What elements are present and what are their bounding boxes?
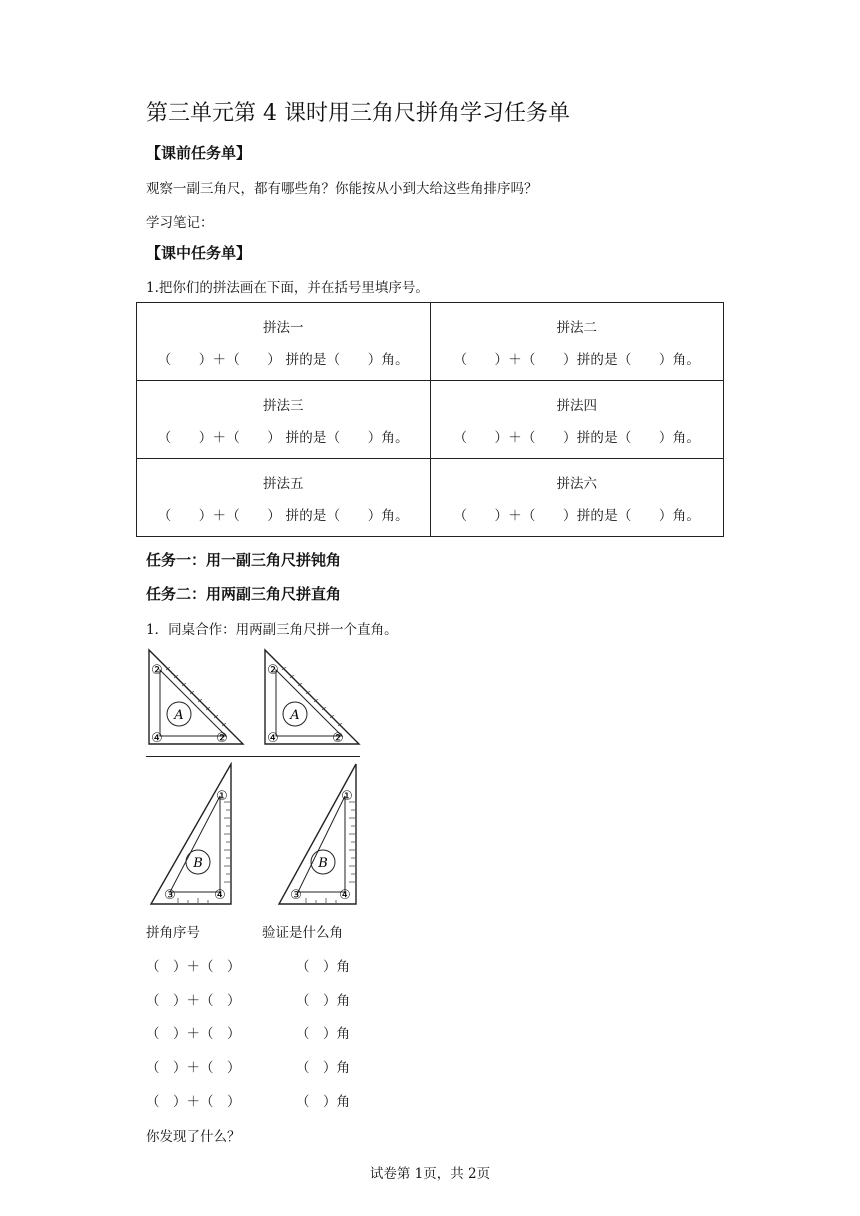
combo-cell — [430, 459, 724, 537]
svg-text:A: A — [290, 708, 300, 723]
angle-sum-blank[interactable]: （ ）＋（ ） — [146, 959, 241, 975]
angle-sum-blank[interactable]: （ ）＋（ ） — [146, 1026, 241, 1042]
combo-title: 拼法三 — [263, 398, 304, 414]
svg-text:④: ④ — [151, 731, 163, 746]
svg-text:③: ③ — [290, 888, 302, 903]
triangle-b-icon — [276, 762, 362, 906]
study-notes-label: 学习笔记： — [146, 215, 214, 231]
svg-text:②: ② — [332, 731, 344, 746]
combo-fill[interactable]: （ ）＋（ ）拼的是（ ）角。 — [453, 508, 701, 524]
svg-text:④: ④ — [339, 888, 351, 903]
combo-title: 拼法四 — [556, 398, 597, 414]
combo-cell — [430, 381, 724, 459]
combo-fill[interactable]: （ ）＋（ ） 拼的是（ ）角。 — [157, 508, 409, 524]
col-header-order: 拼角序号 — [146, 925, 200, 941]
combo-fill[interactable]: （ ）＋（ ）拼的是（ ）角。 — [453, 430, 701, 446]
svg-text:①: ① — [341, 789, 353, 804]
pre-task-question: 观察一副三角尺，都有哪些角？你能按从小到大给这些角排序吗？ — [146, 181, 538, 197]
set-square-a-left — [146, 648, 246, 746]
col-header-verify: 验证是什么角 — [262, 925, 343, 941]
divider-line — [146, 756, 360, 757]
combo-cell — [137, 303, 431, 381]
task-two-instruction: 1．同桌合作：用两副三角尺拼一个直角。 — [146, 622, 398, 638]
combo-fill[interactable]: （ ）＋（ ）拼的是（ ）角。 — [453, 352, 701, 368]
combo-cell — [137, 381, 431, 459]
triangle-b-label: B — [193, 856, 203, 871]
angle-type-blank[interactable]: （ ）角 — [296, 959, 350, 975]
discovery-question: 你发现了什么？ — [146, 1129, 241, 1145]
combo-fill[interactable]: （ ）＋（ ） 拼的是（ ）角。 — [157, 352, 409, 368]
svg-text:②: ② — [267, 663, 279, 678]
combo-title: 拼法一 — [263, 320, 304, 336]
set-square-a-right — [262, 648, 362, 746]
combo-title: 拼法六 — [556, 476, 597, 492]
svg-text:②: ② — [151, 663, 163, 678]
triangle-a-label: A — [174, 708, 184, 723]
svg-text:②: ② — [216, 731, 228, 746]
pre-task-heading: 【课前任务单】 — [146, 144, 252, 162]
svg-text:④: ④ — [267, 731, 279, 746]
combo-cell — [430, 303, 724, 381]
triangle-b-icon — [148, 762, 234, 906]
angle-sum-blank[interactable]: （ ）＋（ ） — [146, 1060, 241, 1076]
combo-fill[interactable]: （ ）＋（ ） 拼的是（ ）角。 — [157, 430, 409, 446]
angle-type-blank[interactable]: （ ）角 — [296, 1094, 350, 1110]
angle-type-blank[interactable]: （ ）角 — [296, 1060, 350, 1076]
combo-title: 拼法二 — [556, 320, 597, 336]
svg-text:①: ① — [216, 789, 228, 804]
page-footer: 试卷第 1页，共 2页 — [369, 1166, 491, 1182]
angle-sum-blank[interactable]: （ ）＋（ ） — [146, 993, 241, 1009]
combo-title: 拼法五 — [263, 476, 304, 492]
svg-text:③: ③ — [164, 888, 176, 903]
combo-cell — [137, 459, 431, 537]
angle-type-blank[interactable]: （ ）角 — [296, 1026, 350, 1042]
svg-text:④: ④ — [214, 888, 226, 903]
svg-text:B: B — [318, 856, 328, 871]
set-square-b-right — [276, 762, 362, 906]
task-one-heading: 任务一：用一副三角尺拼钝角 — [146, 551, 342, 569]
in-class-instruction: 1.把你们的拼法画在下面，并在括号里填序号。 — [146, 280, 429, 296]
in-class-heading: 【课中任务单】 — [146, 244, 252, 262]
page-title: 第三单元第 4 课时用三角尺拼角学习任务单 — [146, 101, 570, 126]
angle-type-blank[interactable]: （ ）角 — [296, 993, 350, 1009]
combination-table — [136, 302, 724, 537]
angle-sum-blank[interactable]: （ ）＋（ ） — [146, 1094, 241, 1110]
triangle-a-icon — [262, 648, 362, 746]
set-square-b-left — [148, 762, 234, 906]
task-two-heading: 任务二：用两副三角尺拼直角 — [146, 585, 342, 603]
triangle-a-icon — [146, 648, 246, 746]
